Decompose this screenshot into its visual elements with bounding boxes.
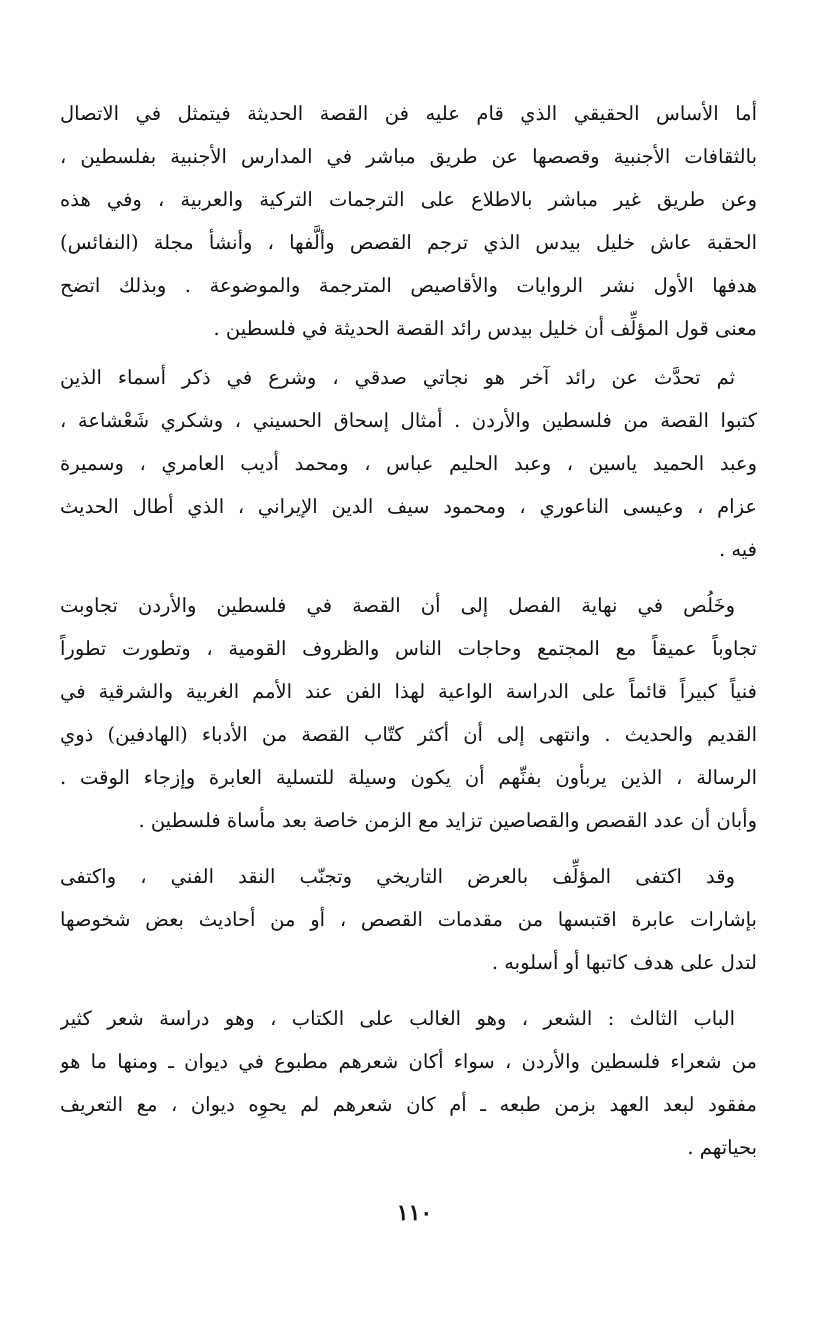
text-line: بإشارات عابرة اقتبسها من مقدمات القصص ، أو من أحاديث بعض شخوصها [60, 908, 757, 931]
text-line: الرسالة ، الذين يربأون بفنِّهم أن يكون وسيلة للتسلية العابرة وإزجاء الوقت . [60, 766, 757, 789]
text-line: كتبوا القصة من فلسطين والأردن . أمثال إسحاق الحسيني ، وشكري شَعْشاعة ، [60, 409, 757, 432]
text-line: وقد اكتفى المؤلِّف بالعرض التاريخي وتجنّب النقد الفني ، واكتفى [60, 865, 735, 888]
text-line: فيه . [718, 538, 757, 561]
text-line: وخَلُص في نهاية الفصل إلى أن القصة في فلسطين والأردن تجاوبت [60, 594, 735, 617]
text-line: معنى قول المؤلِّف أن خليل بيدس رائد القصة الحديثة في فلسطين . [213, 317, 757, 340]
text-line: وأبان أن عدد القصص والقصاصين تزايد مع الزمن خاصة بعد مأساة فلسطين . [138, 809, 757, 832]
text-line: وعبد الحميد ياسين ، وعبد الحليم عباس ، ومحمد أديب العامري ، وسميرة [60, 452, 757, 475]
text-line: مفقود لبعد العهد بزمن طبعه ـ أم كان شعرهم لم يحوِه ديوان ، مع التعريف [60, 1093, 757, 1116]
text-line: فنياً كبيراً قائماً على الدراسة الواعية لهذا الفن عند الأمم الغربية والشرقية في [60, 680, 757, 703]
text-line: القديم والحديث . وانتهى إلى أن أكثر كتّاب القصة من الأدباء (الهادفين) ذوي [60, 723, 757, 746]
text-line: الباب الثالث : الشعر ، وهو الغالب على الكتاب ، وهو دراسة شعر كثير [60, 1007, 735, 1030]
page-number: ١١٠ [396, 1200, 433, 1226]
text-line: بالثقافات الأجنبية وقصصها عن طريق مباشر في المدارس الأجنبية بفلسطين ، [60, 145, 757, 168]
text-line: أما الأساس الحقيقي الذي قام عليه فن القصة الحديثة فيتمثل في الاتصال [60, 102, 757, 125]
text-line: ثم تحدَّث عن رائد آخر هو نجاتي صدقي ، وشرع في ذكر أسماء الذين [60, 366, 735, 389]
text-line: لتدل على هدف كاتبها أو أسلوبه . [491, 951, 757, 974]
text-line: من شعراء فلسطين والأردن ، سواء أكان شعرهم مطبوع في ديوان ـ ومنها ما هو [60, 1050, 757, 1073]
text-line: عزام ، وعيسى الناعوري ، ومحمود سيف الدين الإيراني ، الذي أطال الحديث [60, 495, 757, 518]
text-line: تجاوباً عميقاً مع المجتمع وحاجات الناس والظروف القومية ، وتطورت تطوراً [60, 637, 757, 660]
text-line: وعن طريق غير مباشر بالاطلاع على الترجمات التركية والعربية ، وفي هذه [60, 188, 757, 211]
text-line: الحقبة عاش خليل بيدس الذي ترجم القصص وألَّفها ، وأنشأ مجلة (النفائس) [60, 231, 757, 254]
text-line: بحياتهم . [687, 1136, 757, 1159]
text-line: هدفها الأول نشر الروايات والأقاصيص المترجمة والموضوعة . وبذلك اتضح [60, 274, 757, 297]
